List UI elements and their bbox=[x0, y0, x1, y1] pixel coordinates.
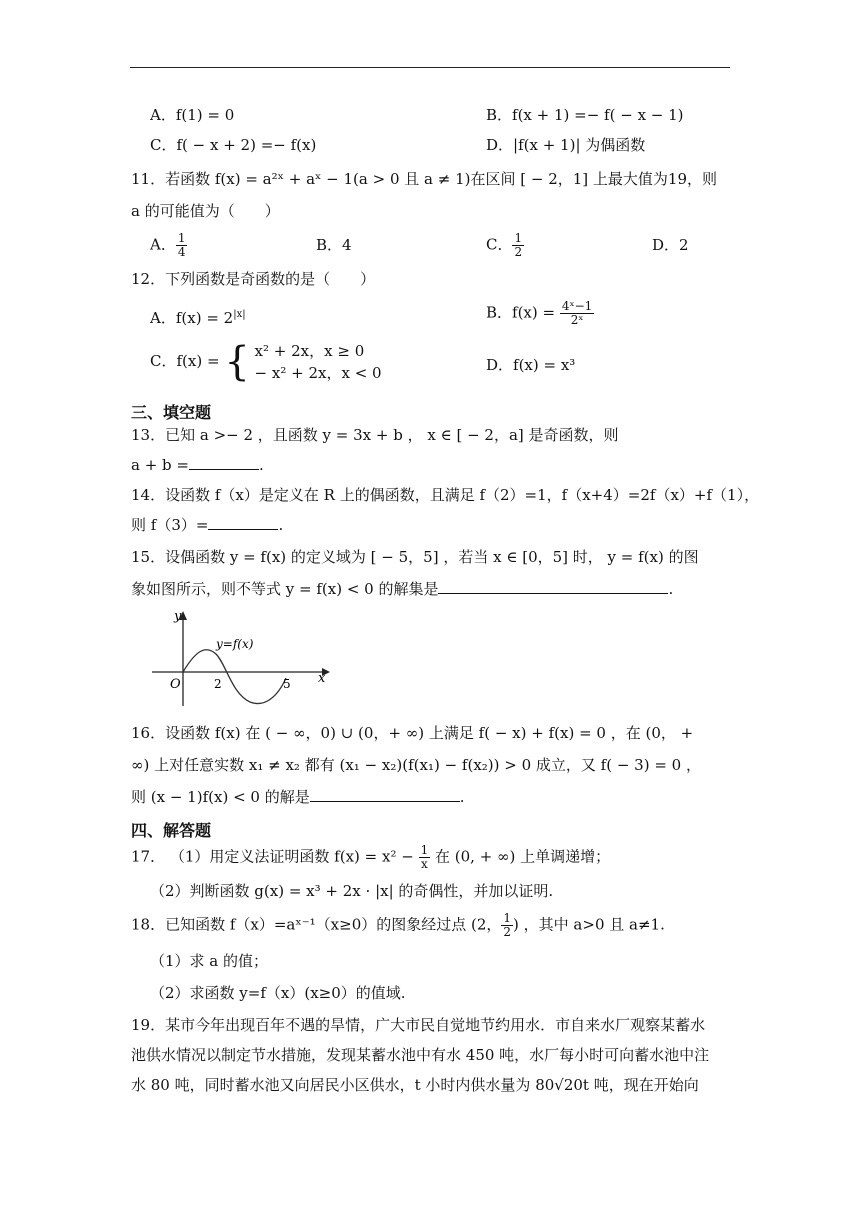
q18-stem bbox=[131, 912, 665, 939]
q11-option-b: B．4 bbox=[316, 236, 352, 254]
q17-part1-pre: 17． （1）用定义法证明函数 f(x) = x² − bbox=[131, 847, 414, 866]
q14-answer-prefix: 则 f（3）= bbox=[131, 516, 209, 534]
tick-label-2: 2 bbox=[214, 677, 222, 691]
header-rule bbox=[130, 67, 730, 68]
q12-b-numerator: 4ˣ−1 bbox=[561, 299, 593, 313]
q16-stem-line2: ∞) 上对任意实数 x₁ ≠ x₂ 都有 (x₁ − x₂)(f(x₁) − f(x₂)) > 0 成立，又 f( − 3) = 0 ， bbox=[131, 756, 701, 774]
q17-denominator: x bbox=[421, 857, 428, 871]
q16-answer-prefix: 则 (x − 1)f(x) < 0 的解是 bbox=[131, 788, 310, 806]
q12-option-c-case2: − x² + 2x，x < 0 bbox=[254, 364, 382, 382]
curve-label: y=f(x) bbox=[216, 637, 254, 651]
section-solution-heading: 四、解答题 bbox=[131, 821, 212, 840]
x-axis-label: x bbox=[318, 671, 326, 686]
q17-part1-post: 在 (0, + ∞) 上单调递增； bbox=[435, 847, 611, 866]
q11-c-numerator: 1 bbox=[514, 231, 523, 245]
origin-label: O bbox=[170, 677, 181, 692]
q18-denominator: 2 bbox=[503, 925, 512, 939]
q10-option-a: A．f(1) = 0 bbox=[150, 106, 235, 124]
q16-stem-line3: 则 (x − 1)f(x) < 0 的解是 . bbox=[131, 788, 465, 806]
q10-option-c: C．f( − x + 2) =− f(x) bbox=[150, 136, 317, 154]
curve bbox=[183, 650, 286, 704]
q17-fraction bbox=[419, 844, 431, 871]
q18-part1: （1）求 a 的值； bbox=[150, 952, 269, 970]
q11-stem-line2: a 的可能值为（ ） bbox=[131, 202, 280, 220]
tick-label-5: 5 bbox=[283, 677, 291, 691]
q14-stem-line1: 14．设函数 f（x）是定义在 R 上的偶函数，且满足 f（2）=1，f（x+4）=2f（x）+f（1）， bbox=[131, 486, 760, 504]
q10-option-d: D．|f(x + 1)| 为偶函数 bbox=[486, 136, 646, 154]
q14-answer-blank bbox=[208, 515, 278, 530]
q13-answer-blank bbox=[189, 455, 259, 470]
q12-option-b bbox=[486, 300, 594, 327]
q12-b-denominator: 2ˣ bbox=[570, 313, 584, 327]
q15-stem-line2: 象如图所示，则不等式 y = f(x) < 0 的解集是 . bbox=[131, 580, 674, 598]
q11-option-d: D．2 bbox=[652, 236, 689, 254]
q16-answer-blank bbox=[310, 787, 460, 802]
q12-option-c-cases bbox=[255, 340, 382, 384]
q12-option-b-fraction bbox=[560, 300, 594, 327]
q11-c-denominator: 2 bbox=[514, 245, 523, 259]
function-graph-figure bbox=[150, 608, 330, 708]
left-brace: { bbox=[224, 339, 250, 385]
q11-option-c-label: C． bbox=[486, 235, 513, 254]
q18-part2: （2）求函数 y=f（x）(x≥0）的值域. bbox=[150, 984, 406, 1002]
q11-option-a-label: A． bbox=[150, 235, 176, 254]
q15-stem-line1: 15．设偶函数 y = f(x) 的定义域为 [ − 5，5] ，若当 x ∈ [0，5] 时， y = f(x) 的图 bbox=[131, 548, 699, 566]
q18-numerator: 1 bbox=[503, 911, 512, 925]
y-axis-label: y bbox=[174, 609, 182, 624]
q11-option-c-fraction bbox=[512, 232, 524, 259]
q13-stem-line1: 13．已知 a >− 2 ，且函数 y = 3x + b ， x ∈ [ − 2，a] 是奇函数，则 bbox=[131, 426, 619, 444]
q15-answer-blank bbox=[438, 579, 668, 594]
q16-stem-line1: 16．设函数 f(x) 在 ( − ∞，0) ∪ (0，+ ∞) 上满足 f( − x) + f(x) = 0 ，在 (0， + bbox=[131, 724, 694, 742]
q12-option-a-exponent: |x| bbox=[233, 309, 246, 320]
q17-part1 bbox=[131, 844, 610, 871]
q19-line3: 水 80 吨，同时蓄水池又向居民小区供水，t 小时内供水量为 80√20t 吨，现在开始向 bbox=[131, 1076, 699, 1094]
q19-line2: 池供水情况以制定节水措施，发现某蓄水池中有水 450 吨，水厂每小时可向蓄水池中注 bbox=[131, 1046, 710, 1064]
q11-option-a bbox=[150, 232, 187, 259]
q12-option-c-label: C．f(x) = bbox=[150, 352, 220, 370]
q13-answer-prefix: a + b = bbox=[131, 456, 189, 474]
q12-option-b-label: B．f(x) = bbox=[486, 303, 556, 322]
q18-stem-pre: 18．已知函数 f（x）=aˣ⁻¹（x≥0）的图象经过点 (2， bbox=[131, 915, 502, 934]
q13-stem-line2: a + b = . bbox=[131, 456, 264, 474]
q12-option-c-case1: x² + 2x，x ≥ 0 bbox=[254, 342, 365, 360]
q17-numerator: 1 bbox=[420, 843, 429, 857]
q15-answer-prefix: 象如图所示，则不等式 y = f(x) < 0 的解集是 bbox=[131, 580, 439, 598]
q12-option-a-label: A．f(x) = 2 bbox=[150, 309, 234, 327]
q11-option-c bbox=[486, 232, 524, 259]
q11-stem-line1: 11．若函数 f(x) = a²ˣ + aˣ − 1(a > 0 且 a ≠ 1)在区间 [ − 2，1] 上最大值为19，则 bbox=[131, 170, 717, 188]
q11-a-numerator: 1 bbox=[177, 231, 186, 245]
section-fill-in-heading: 三、填空题 bbox=[131, 403, 212, 422]
q12-option-c bbox=[150, 340, 382, 384]
q18-stem-post: ) ，其中 a>0 且 a≠1. bbox=[513, 915, 665, 934]
q14-stem-line2: 则 f（3）= . bbox=[131, 516, 284, 534]
q12-stem: 12．下列函数是奇函数的是（ ） bbox=[131, 270, 376, 288]
q19-line1: 19．某市今年出现百年不遇的旱情，广大市民自觉地节约用水．市自来水厂观察某蓄水 bbox=[131, 1016, 706, 1034]
q12-option-a bbox=[150, 304, 246, 329]
q11-a-denominator: 4 bbox=[177, 245, 186, 259]
q17-part2: （2）判断函数 g(x) = x³ + 2x · |x| 的奇偶性，并加以证明. bbox=[150, 882, 554, 900]
q11-option-a-fraction bbox=[176, 232, 188, 259]
q10-option-b: B．f(x + 1) =− f( − x − 1) bbox=[486, 106, 684, 124]
q12-option-d: D．f(x) = x³ bbox=[486, 356, 576, 374]
q18-fraction bbox=[501, 912, 513, 939]
